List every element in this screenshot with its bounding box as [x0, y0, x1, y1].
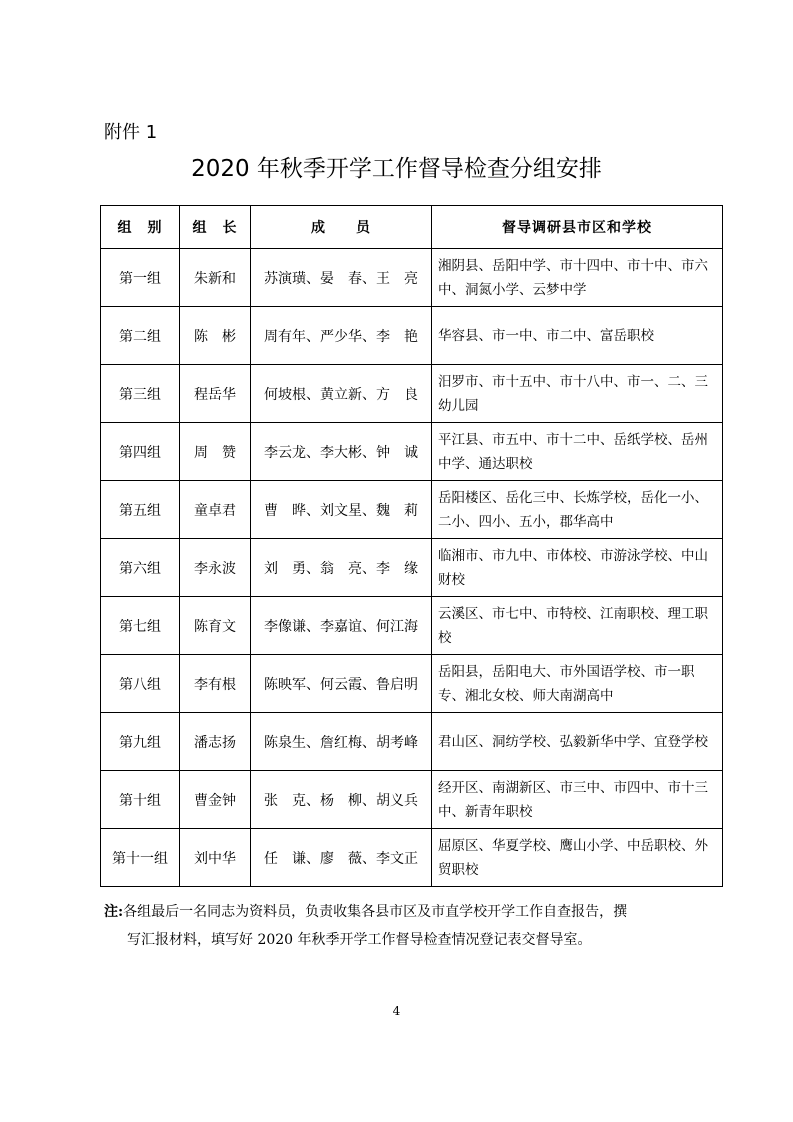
note-line-1: 各组最后一名同志为资料员，负责收集各县市区及市直学校开学工作自查报告，撰: [123, 904, 628, 920]
header-schools: 督导调研县市区和学校: [432, 206, 723, 249]
cell-leader: 周 赞: [180, 423, 251, 481]
cell-group: 第三组: [101, 365, 180, 423]
table-row: [101, 481, 723, 539]
table-row: [101, 713, 723, 771]
table-header-row: [101, 206, 723, 249]
cell-members: 张 克、杨 柳、胡义兵: [251, 771, 432, 829]
cell-members: 陈泉生、詹红梅、胡考峰: [251, 713, 432, 771]
cell-schools: 云溪区、市七中、市特校、江南职校、理工职校: [432, 597, 723, 655]
cell-schools: 君山区、洞纺学校、弘毅新华中学、宜登学校: [432, 713, 723, 771]
cell-schools: 湘阴县、岳阳中学、市十四中、市十中、市六中、洞氮小学、云梦中学: [432, 249, 723, 307]
cell-leader: 李有根: [180, 655, 251, 713]
cell-members: 苏演璜、晏 春、王 亮: [251, 249, 432, 307]
table-row: [101, 307, 723, 365]
table-body: [101, 249, 723, 887]
cell-leader: 刘中华: [180, 829, 251, 887]
table-row: [101, 249, 723, 307]
table-row: [101, 365, 723, 423]
cell-leader: 陈 彬: [180, 307, 251, 365]
table-row: [101, 771, 723, 829]
table-row: [101, 597, 723, 655]
table-row: [101, 829, 723, 887]
cell-members: 刘 勇、翁 亮、李 缘: [251, 539, 432, 597]
cell-schools: 屈原区、华夏学校、鹰山小学、中岳职校、外贸职校: [432, 829, 723, 887]
cell-members: 李云龙、李大彬、钟 诚: [251, 423, 432, 481]
cell-group: 第二组: [101, 307, 180, 365]
cell-group: 第七组: [101, 597, 180, 655]
cell-group: 第六组: [101, 539, 180, 597]
page-number: 4: [392, 1004, 401, 1018]
cell-leader: 程岳华: [180, 365, 251, 423]
cell-members: 周有年、严少华、李 艳: [251, 307, 432, 365]
cell-leader: 李永波: [180, 539, 251, 597]
cell-group: 第四组: [101, 423, 180, 481]
header-members: 成 员: [251, 206, 432, 249]
cell-leader: 童卓君: [180, 481, 251, 539]
cell-members: 任 谦、廖 薇、李文正: [251, 829, 432, 887]
cell-leader: 曹金钟: [180, 771, 251, 829]
cell-members: 何坡根、黄立新、方 良: [251, 365, 432, 423]
cell-group: 第五组: [101, 481, 180, 539]
cell-schools: 华容县、市一中、市二中、富岳职校: [432, 307, 723, 365]
cell-group: 第八组: [101, 655, 180, 713]
cell-schools: 岳阳县，岳阳电大、市外国语学校、市一职专、湘北女校、师大南湖高中: [432, 655, 723, 713]
cell-group: 第一组: [101, 249, 180, 307]
document-title: 2020 年秋季开学工作督导检查分组安排: [191, 156, 602, 182]
cell-group: 第九组: [101, 713, 180, 771]
cell-group: 第十一组: [101, 829, 180, 887]
note-label: 注:: [104, 904, 124, 920]
cell-schools: 平江县、市五中、市十二中、岳纸学校、岳州中学、通达职校: [432, 423, 723, 481]
cell-schools: 经开区、南湖新区、市三中、市四中、市十三中、新青年职校: [432, 771, 723, 829]
cell-group: 第十组: [101, 771, 180, 829]
note-line-2: 写汇报材料，填写好 2020 年秋季开学工作督导检查情况登记表交督导室。: [127, 932, 592, 948]
header-group: 组 别: [101, 206, 180, 249]
cell-schools: 临湘市、市九中、市体校、市游泳学校、中山财校: [432, 539, 723, 597]
cell-schools: 岳阳楼区、岳化三中、长炼学校，岳化一小、二小、四小、五小，郡华高中: [432, 481, 723, 539]
table-row: [101, 423, 723, 481]
note: [104, 898, 704, 954]
attachment-label: 附件 1: [104, 122, 158, 143]
table-row: [101, 539, 723, 597]
cell-members: 曹 晔、刘文星、魏 莉: [251, 481, 432, 539]
cell-leader: 朱新和: [180, 249, 251, 307]
cell-leader: 潘志扬: [180, 713, 251, 771]
cell-schools: 汨罗市、市十五中、市十八中、市一、二、三幼儿园: [432, 365, 723, 423]
cell-leader: 陈育文: [180, 597, 251, 655]
inspection-groups-table: [100, 205, 723, 887]
header-leader: 组 长: [180, 206, 251, 249]
cell-members: 陈映军、何云霞、鲁启明: [251, 655, 432, 713]
table-row: [101, 655, 723, 713]
cell-members: 李像谦、李嘉谊、何江海: [251, 597, 432, 655]
